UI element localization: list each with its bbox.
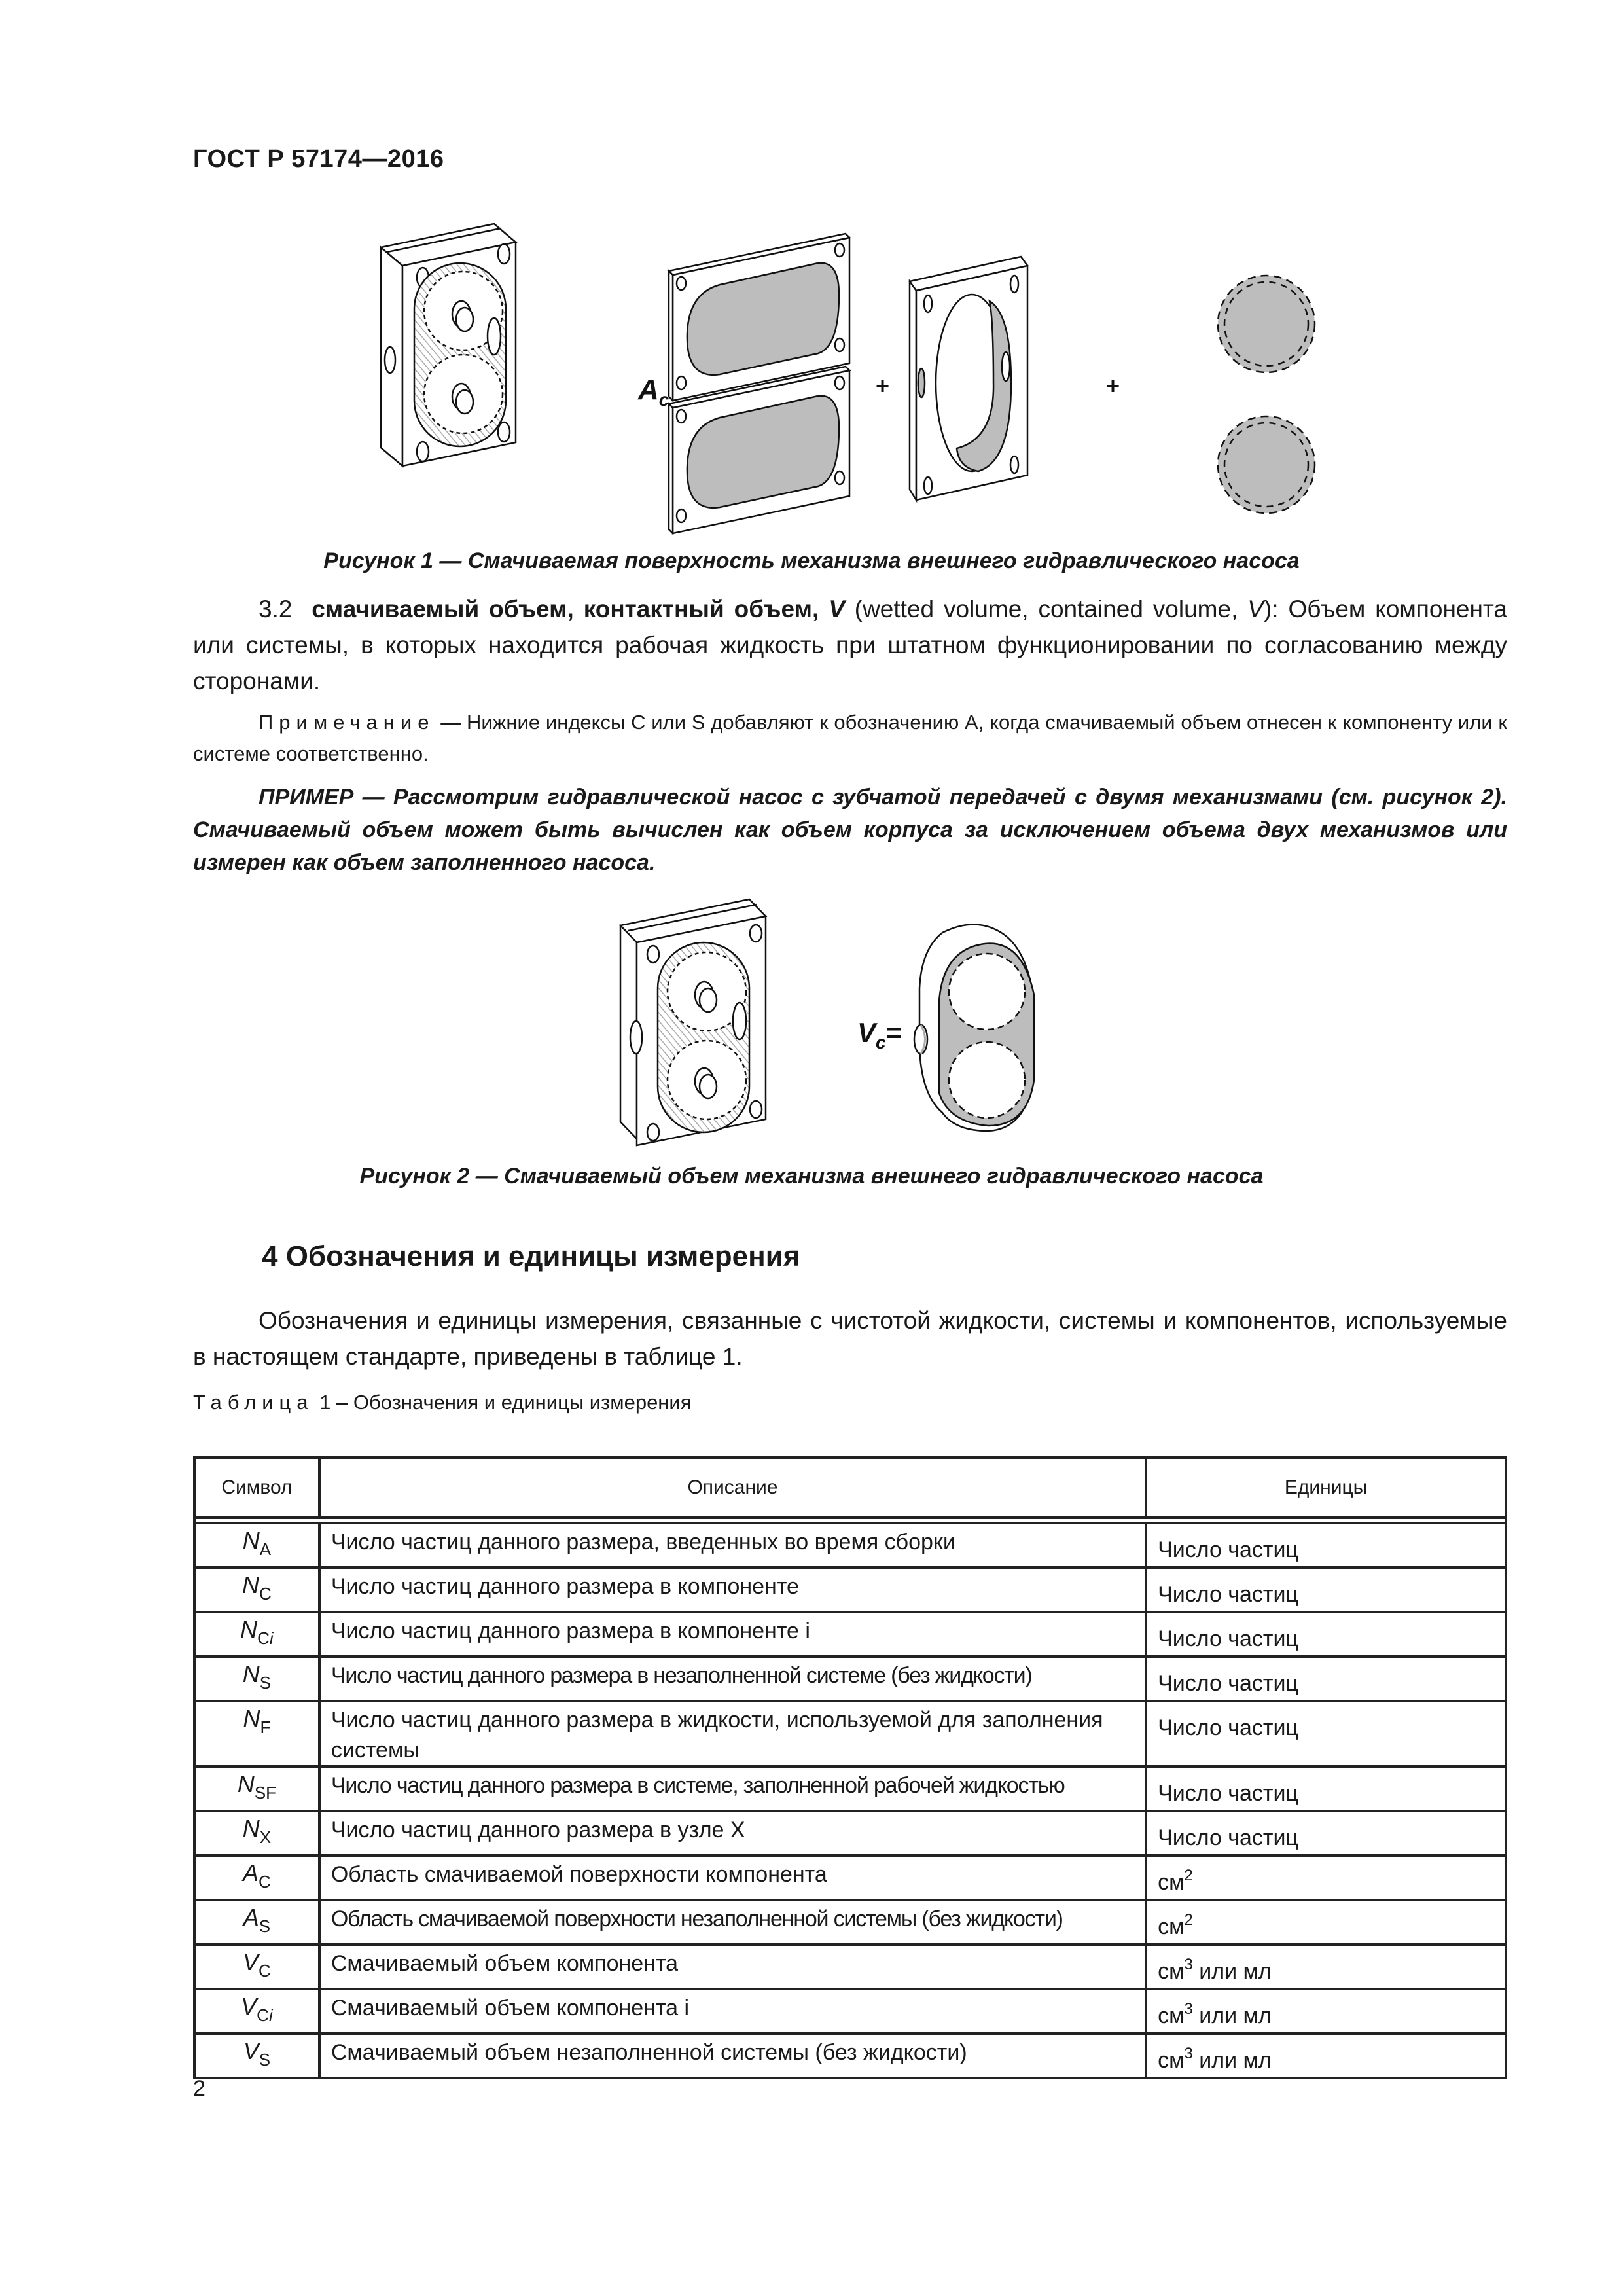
cell-description: Число частиц данного размера, введенных во время сборки (319, 1523, 1146, 1568)
table-row (194, 1612, 1506, 1657)
cell-description: Число частиц данного размера в жидкости, используемой для заполнения системы (319, 1701, 1146, 1767)
cell-units: Число частиц (1146, 1701, 1506, 1767)
figure-2-wetted-volume (609, 897, 1106, 1158)
definition-symbol: V (829, 596, 845, 622)
example-paragraph: ПРИМЕР — Рассмотрим гидравлической насос с зубчатой передачей с двумя механизмами (см. рисунок 2). Смачиваемый объем может быть вычислен как объем корпуса за исключением объема двух механизмов или измерен как объем заполненного насоса. (193, 785, 1507, 875)
figure-2-caption: Рисунок 2 — Смачиваемый объем механизма внешнего гидравлического насоса (359, 1164, 1264, 1189)
cell-units: $см^2$ (1146, 1856, 1506, 1900)
figure-1-plus-2: + (1106, 372, 1120, 399)
section-4-heading: 4 Обозначения и единицы измерения (262, 1240, 800, 1272)
figure-1-plus-1: + (876, 372, 890, 399)
cell-symbol: $N_X$ (194, 1811, 319, 1856)
note-text: — Нижние индексы C или S добавляют к обозначению A, когда смачиваемый объем отнесен к компоненту или к системе соответственно. (193, 711, 1507, 765)
cell-description: Число частиц данного размера в компоненте i (319, 1612, 1146, 1657)
figure-1-caption: Рисунок 1 — Смачиваемая поверхность механизма внешнего гидравлического насоса (323, 548, 1300, 573)
cell-units: Число частиц (1146, 1767, 1506, 1811)
cell-units: Число частиц (1146, 1568, 1506, 1612)
cell-units: $см^3$ или мл (1146, 1945, 1506, 1989)
cell-symbol: $N_{Ci}$ (194, 1612, 319, 1657)
pump-housing-illustration (381, 224, 516, 466)
section-4-intro: Обозначения и единицы измерения, связанные с чистотой жидкости, системы и компонентов, используемые в настоящем стандарте, приведены в таблице 1. (193, 1307, 1507, 1370)
note-label: Примечание (259, 711, 435, 734)
definition-3-2: 3.2 смачиваемый объем, контактный объем, V (wetted volume, contained volume, V): Объем компонента или системы, в которых находится рабочая жидкость при штатном функционировании по согласованию между сторонами. (193, 596, 1508, 694)
cell-symbol: $N_F$ (194, 1701, 319, 1767)
table-1-caption: Таблица 1 – Обозначения и единицы измерения (193, 1391, 692, 1414)
figure-2-label-vc: $V_c=$ (857, 1017, 902, 1052)
cell-units: Число частиц (1146, 1811, 1506, 1856)
cell-symbol: $N_C$ (194, 1568, 319, 1612)
cell-units: $см^3$ или мл (1146, 1989, 1506, 2034)
cell-description: Число частиц данного размера в компоненте (319, 1568, 1146, 1612)
cell-symbol: $V_C$ (194, 1945, 319, 1989)
cell-description: Число частиц данного размера в незаполненной системе (без жидкости) (319, 1657, 1146, 1701)
cell-symbol: $N_{SF}$ (194, 1767, 319, 1811)
figure-1-wetted-surface (366, 223, 1335, 537)
cell-symbol: $A_S$ (194, 1900, 319, 1945)
definition-number: 3.2 (259, 596, 293, 622)
column-header-units: Единицы (1146, 1458, 1506, 1518)
table-row (194, 1856, 1506, 1900)
document-standard-id: ГОСТ Р 57174—2016 (193, 145, 444, 173)
table-header-row (194, 1458, 1506, 1518)
cell-units: Число частиц (1146, 1657, 1506, 1701)
table-row (194, 1945, 1506, 1989)
table-row (194, 1900, 1506, 1945)
definition-term: смачиваемый объем, контактный объем, (312, 596, 819, 622)
cell-description: Область смачиваемой поверхности незаполненной системы (без жидкости) (319, 1900, 1146, 1945)
cell-description: Число частиц данного размера в узле X (319, 1811, 1146, 1856)
cover-plates-illustration (669, 234, 849, 533)
cell-units: Число частиц (1146, 1612, 1506, 1657)
cell-description: Область смачиваемой поверхности компонента (319, 1856, 1146, 1900)
cell-symbol: $N_S$ (194, 1657, 319, 1701)
table-row (194, 1701, 1506, 1767)
gears-illustration (1218, 276, 1315, 513)
cell-description: Смачиваемый объем компонента i (319, 1989, 1146, 2034)
cell-description: Число частиц данного размера в системе, заполненной рабочей жидкостью (319, 1767, 1146, 1811)
column-header-symbol: Символ (194, 1458, 319, 1518)
cell-symbol: $V_{Ci}$ (194, 1989, 319, 2034)
table-row (194, 1811, 1506, 1856)
cell-symbol: $N_A$ (194, 1523, 319, 1568)
cell-units: $см^2$ (1146, 1900, 1506, 1945)
pump-housing-illustration (620, 899, 766, 1145)
table-row (194, 1568, 1506, 1612)
page-number: 2 (193, 2076, 205, 2101)
table-symbols-units (193, 1456, 1507, 2079)
table-row (194, 1767, 1506, 1811)
cell-units: $см^3$ или мл (1146, 2034, 1506, 2078)
table-row (194, 2034, 1506, 2078)
cell-description: Смачиваемый объем незаполненной системы (без жидкости) (319, 2034, 1146, 2078)
cell-units: Число частиц (1146, 1523, 1506, 1568)
note-paragraph (193, 707, 1507, 770)
housing-ring-illustration (910, 257, 1027, 500)
column-header-description: Описание (319, 1458, 1146, 1518)
cell-symbol: $V_S$ (194, 2034, 319, 2078)
table-row (194, 1657, 1506, 1701)
cell-description: Смачиваемый объем компонента (319, 1945, 1146, 1989)
figure-1-label-ac: $A_c$ (638, 374, 669, 410)
table-row (194, 1523, 1506, 1568)
wetted-volume-illustration (914, 925, 1034, 1132)
cell-symbol: $A_C$ (194, 1856, 319, 1900)
table-row (194, 1989, 1506, 2034)
